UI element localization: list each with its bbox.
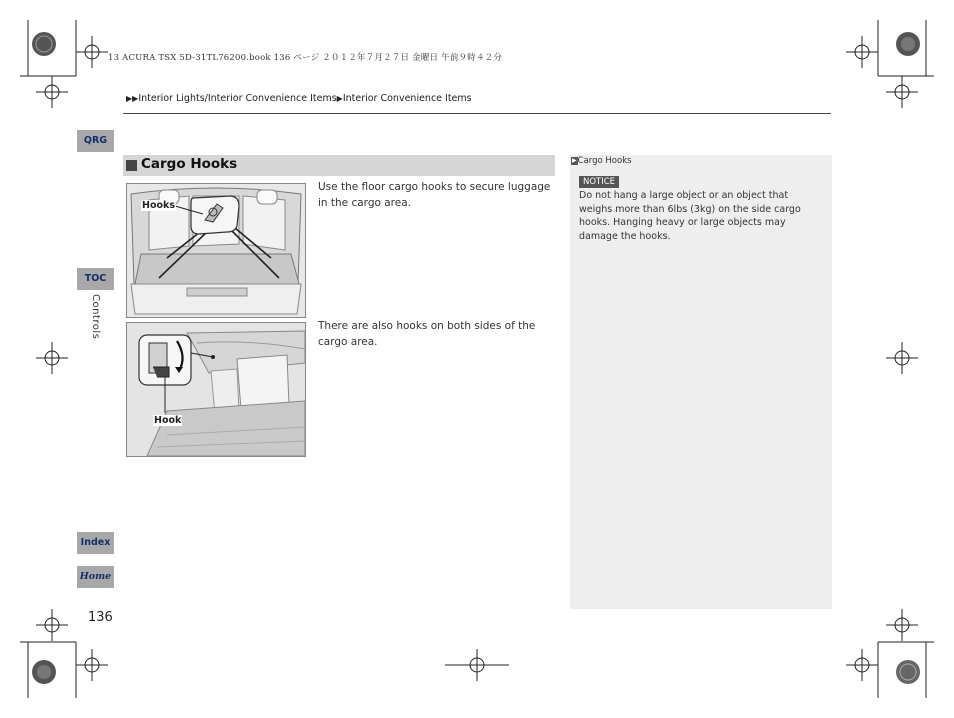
reference-arrow-icon: ▶ (572, 157, 577, 164)
breadcrumb-link-interior-lights[interactable]: Interior Lights/Interior Convenience Items (138, 93, 337, 104)
notice-badge: NOTICE (579, 176, 619, 188)
section-title: Cargo Hooks (141, 156, 238, 172)
home-tab-label: Home (79, 571, 112, 582)
print-header: 13 ACURA TSX 5D-31TL76200.book 136 ページ ２０１２年７月２７日 金曜日 午前９時４２分 (108, 53, 503, 63)
header-divider (123, 113, 831, 114)
side-hook-illustration (127, 323, 305, 456)
callout-hooks: Hooks (142, 200, 175, 211)
side-reference[interactable] (571, 156, 632, 166)
breadcrumb (126, 93, 472, 104)
paragraph-side-hooks: There are also hooks on both sides of the cargo area. (318, 320, 536, 348)
toc-tab[interactable]: TOC (77, 268, 114, 290)
notice-text: Do not hang a large object or an object that weighs more than 6lbs (3kg) on the side cargo hooks. Hanging heavy or large objects may damage the hooks. (579, 190, 801, 242)
reference-title: Cargo Hooks (577, 156, 632, 166)
qrg-tab[interactable]: QRG (77, 130, 114, 152)
index-tab[interactable]: Index (77, 532, 114, 554)
callout-hook: Hook (154, 415, 182, 426)
paragraph-floor-hooks: Use the floor cargo hooks to secure luggage in the cargo area. (318, 181, 551, 209)
breadcrumb-arrows: ▶▶ (126, 94, 139, 103)
figure-side-hooks (126, 322, 306, 457)
breadcrumb-separator: ▶ (336, 94, 343, 103)
breadcrumb-link-convenience-items[interactable]: Interior Convenience Items (342, 93, 472, 104)
section-label-controls: Controls (90, 294, 101, 340)
home-tab[interactable] (77, 566, 114, 588)
figure-floor-hooks (126, 183, 306, 318)
page-number: 136 (88, 610, 113, 625)
section-square-icon (126, 160, 137, 171)
